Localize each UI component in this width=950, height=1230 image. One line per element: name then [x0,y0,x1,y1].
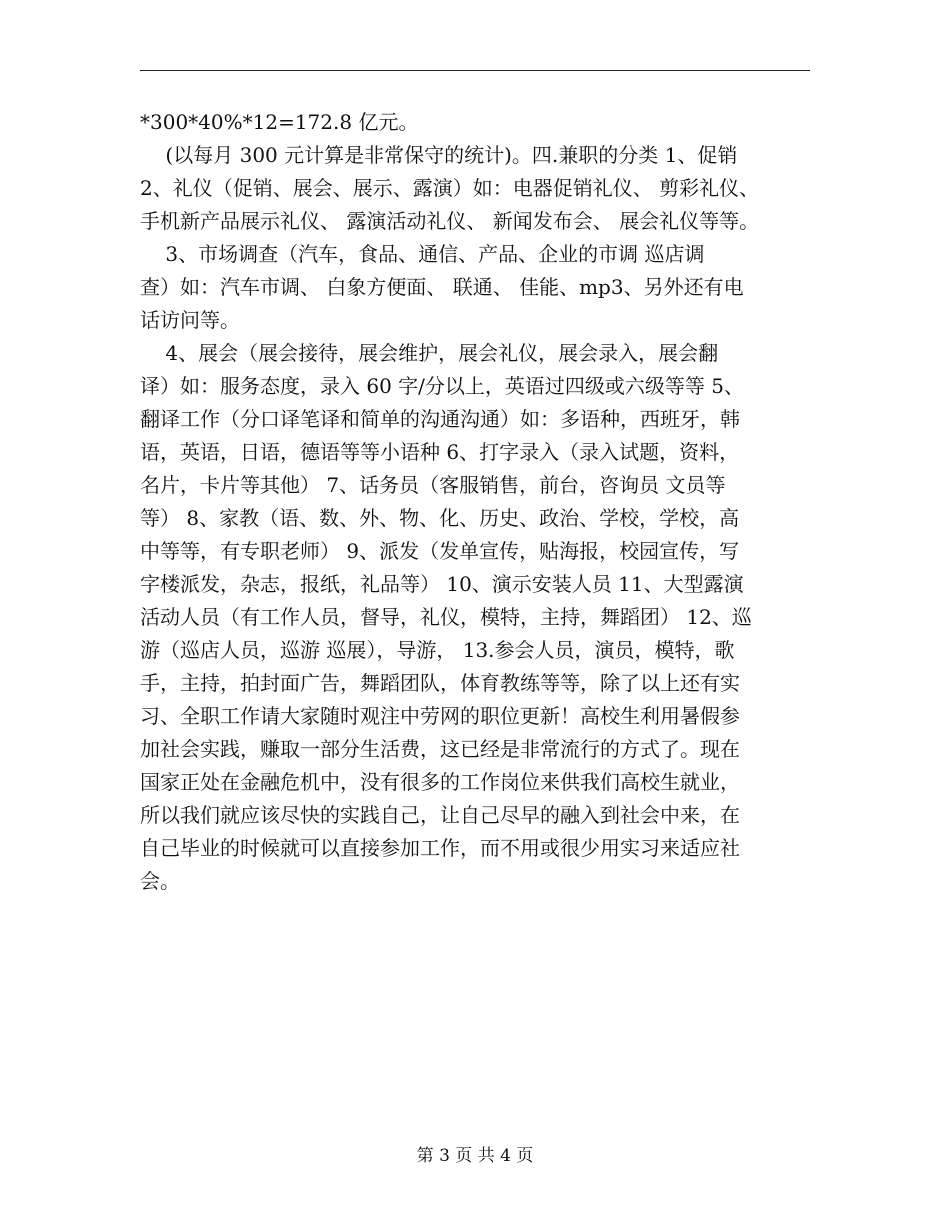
page-footer: 第 3 页 共 4 页 [416,1146,534,1166]
text-line: 名片，卡片等其他） 7、话务员（客服销售，前台，咨询员 文员等 [140,473,726,497]
text-line: 等） 8、家教（语、数、外、物、化、历史、政治、学校，学校，高 [140,506,740,530]
text-line: 活动人员（有工作人员，督导，礼仪，模特，主持，舞蹈团） 12、巡 [140,605,752,629]
text-line: (以每月 300 元计算是非常保守的统计)。四.兼职的分类 1、促销 [140,143,738,167]
text-line: *300*40%*12=172.8 亿元。 [140,110,419,134]
text-line: 所以我们就应该尽快的实践自己，让自己尽早的融入到社会中来，在 [140,803,740,827]
text-line: 3、市场调查（汽车，食品、通信、产品、企业的市调 巡店调 [140,242,705,266]
text-line: 手机新产品展示礼仪、 露演活动礼仪、 新闻发布会、 展会礼仪等等。 [140,209,760,233]
text-line: 字楼派发，杂志，报纸，礼品等） 10、演示安装人员 11、大型露演 [140,572,744,596]
text-line: 游（巡店人员，巡游 巡展），导游， 13.参会人员，演员，模特，歌 [140,638,735,662]
text-line: 翻译工作（分口译笔译和简单的沟通沟通）如：多语种，西班牙，韩 [140,407,740,431]
text-line: 手，主持，拍封面广告，舞蹈团队，体育教练等等，除了以上还有实 [140,671,740,695]
document-body [140,106,815,898]
text-line: 自己毕业的时候就可以直接参加工作，而不用或很少用实习来适应社 [140,836,740,860]
text-line: 话访问等。 [140,308,240,332]
text-line: 加社会实践，赚取一部分生活费，这已经是非常流行的方式了。现在 [140,737,740,761]
text-line: 2、礼仪（促销、展会、展示、露演）如：电器促销礼仪、 剪彩礼仪、 [140,176,760,200]
text-line: 中等等，有专职老师） 9、派发（发单宣传，贴海报，校园宣传，写 [140,539,740,563]
text-line: 4、展会（展会接待，展会维护，展会礼仪，展会录入，展会翻 [140,341,719,365]
text-line: 查）如：汽车市调、 白象方便面、 联通、 佳能、mp3、另外还有电 [140,275,744,299]
text-line: 语，英语，日语，德语等等小语种 6、打字录入（录入试题，资料， [140,440,740,464]
text-line: 习、全职工作请大家随时观注中劳网的职位更新！高校生利用暑假参 [140,704,740,728]
text-line: 国家正处在金融危机中，没有很多的工作岗位来供我们高校生就业， [140,770,740,794]
text-line: 会。 [140,869,180,893]
header-rule [140,70,810,71]
text-line: 译）如：服务态度，录入 60 字/分以上，英语过四级或六级等等 5、 [140,374,744,398]
